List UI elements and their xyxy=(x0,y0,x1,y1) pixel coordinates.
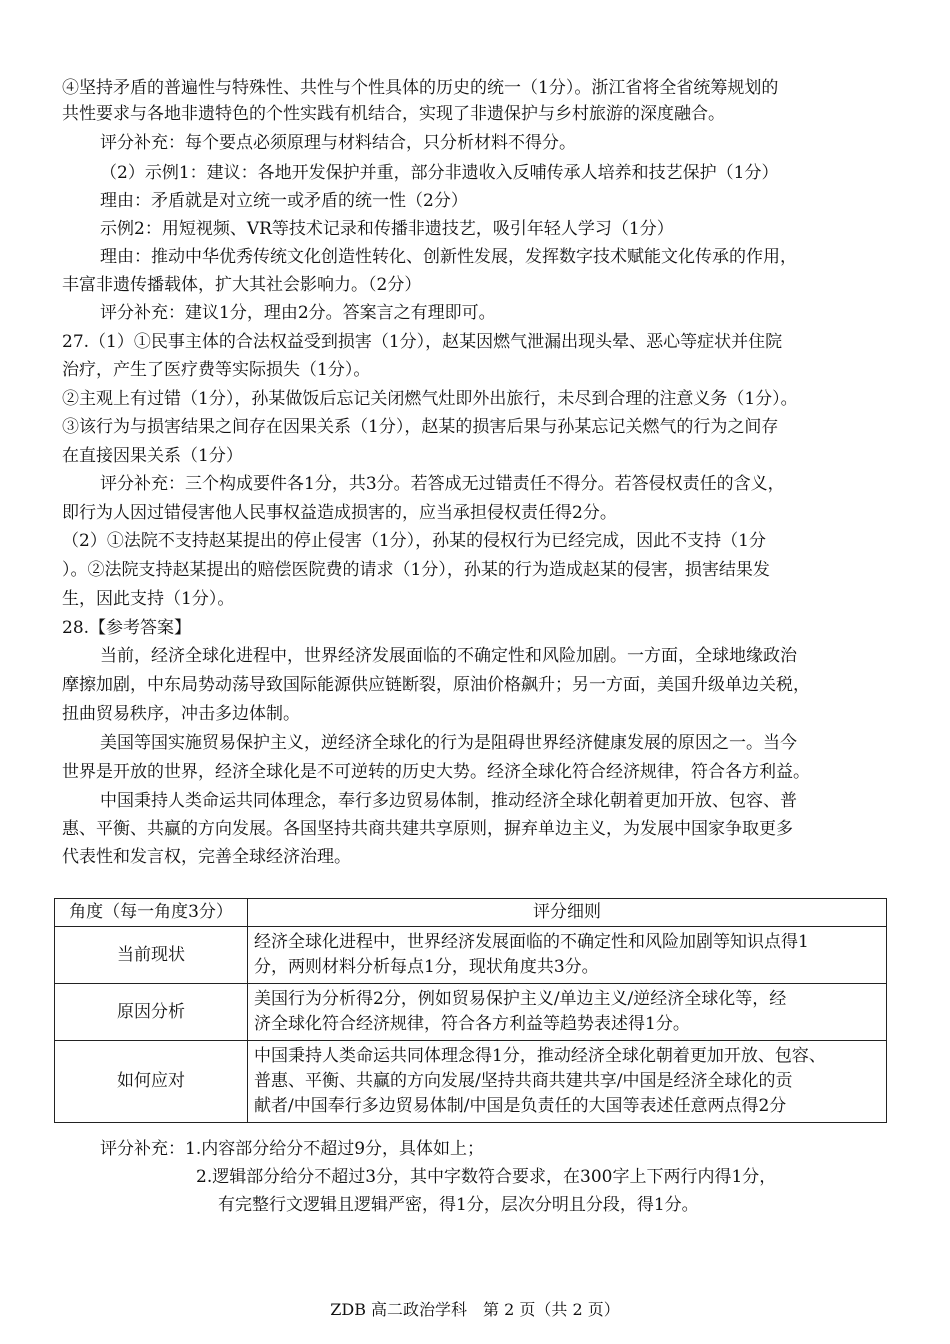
text-line: 扭曲贸易秩序，冲击多边体制。 xyxy=(62,704,300,724)
text-line: 丰富非遗传播载体，扩大其社会影响力。（2分） xyxy=(62,275,422,295)
text-line: 共性要求与各地非遗特色的个性实践有机结合，实现了非遗保护与乡村旅游的深度融合。 xyxy=(62,104,725,124)
scoring-note-item: 2.逻辑部分给分不超过3分，其中字数符合要求，在300字上下两行内得1分， xyxy=(196,1167,777,1187)
table-row xyxy=(55,927,887,984)
table-row-detail xyxy=(248,1041,887,1123)
table-row xyxy=(55,984,887,1041)
text-line: 当前，经济全球化进程中，世界经济发展面临的不确定性和风险加剧。一方面，全球地缘政治 xyxy=(100,646,797,666)
question-27-line: 27.（1）①民事主体的合法权益受到损害（1分），赵某因燃气泄漏出现头晕、恶心等症状并住院 xyxy=(62,332,783,352)
text-line: 治疗，产生了医疗费等实际损失（1分）。 xyxy=(62,360,371,380)
scoring-note: 评分补充：建议1分，理由2分。答案言之有理即可。 xyxy=(100,303,496,323)
text-line: 摩擦加剧，中东局势动荡导致国际能源供应链断裂，原油价格飙升；另一方面，美国升级单边关税， xyxy=(62,675,810,695)
table-row-label: 当前现状 xyxy=(55,927,248,984)
table-row-detail xyxy=(248,927,887,984)
question-28-heading: 28.【参考答案】 xyxy=(62,618,192,638)
text-line: 美国等国实施贸易保护主义，逆经济全球化的行为是阻碍世界经济健康发展的原因之一。当今 xyxy=(100,733,797,753)
text-line: （2）①法院不支持赵某提出的停止侵害（1分），孙某的侵权行为已经完成，因此不支持（1分 xyxy=(62,531,766,551)
text-line: 理由：推动中华优秀传统文化创造性转化、创新性发展，发挥数字技术赋能文化传承的作用， xyxy=(100,247,797,267)
text-line: 生，因此支持（1分）。 xyxy=(62,589,235,609)
detail-line: 美国行为分析得2分，例如贸易保护主义/单边主义/逆经济全球化等，经 xyxy=(254,989,787,1009)
scoring-note: 评分补充：三个构成要件各1分，共3分。若答成无过错责任不得分。若答侵权责任的含义， xyxy=(100,474,785,494)
detail-line: 普惠、平衡、共赢的方向发展/坚持共商共建共享/中国是经济全球化的贡 xyxy=(254,1071,793,1091)
text-line: ④坚持矛盾的普遍性与特殊性、共性与个性具体的历史的统一（1分）。浙江省将全省统筹规划的 xyxy=(62,78,779,98)
text-line: 中国秉持人类命运共同体理念，奉行多边贸易体制，推动经济全球化朝着更加开放、包容、普 xyxy=(100,791,797,811)
table-header-row xyxy=(55,899,887,927)
text-line: 代表性和发言权，完善全球经济治理。 xyxy=(62,847,351,867)
detail-line: 经济全球化进程中，世界经济发展面临的不确定性和风险加剧等知识点得1 xyxy=(254,932,809,952)
scoring-note: 评分补充：每个要点必须原理与材料结合，只分析材料不得分。 xyxy=(100,133,576,153)
table-header-cell: 评分细则 xyxy=(248,899,887,927)
text-line: 在直接因果关系（1分） xyxy=(62,446,243,466)
text-line: 示例2：用短视频、VR等技术记录和传播非遗技艺，吸引年轻人学习（1分） xyxy=(100,219,674,239)
table-row-label: 如何应对 xyxy=(55,1041,248,1123)
scoring-note-item: 有完整行文逻辑且逻辑严密，得1分，层次分明且分段，得1分。 xyxy=(218,1195,699,1215)
detail-line: 济全球化符合经济规律，符合各方利益等趋势表述得1分。 xyxy=(254,1014,690,1034)
text-line: 世界是开放的世界，经济全球化是不可逆转的历史大势。经济全球化符合经济规律，符合各方利益。 xyxy=(62,762,810,782)
table-row-label: 原因分析 xyxy=(55,984,248,1041)
text-line: ②主观上有过错（1分），孙某做饭后忘记关闭燃气灶即外出旅行，未尽到合理的注意义务（1分）。 xyxy=(62,389,798,409)
text-line: ）。②法院支持赵某提出的赔偿医院费的请求（1分），孙某的行为造成赵某的侵害，损害结果发 xyxy=(62,560,770,580)
text-line: 惠、平衡、共赢的方向发展。各国坚持共商共建共享原则，摒弃单边主义，为发展中国家争取更多 xyxy=(62,819,793,839)
page-footer: ZDB 高二政治学科 第 2 页（共 2 页） xyxy=(330,1300,620,1319)
text-line: （2）示例1：建议：各地开发保护并重，部分非遗收入反哺传承人培养和技艺保护（1分） xyxy=(100,163,779,183)
detail-line: 中国秉持人类命运共同体理念得1分，推动经济全球化朝着更加开放、包容、 xyxy=(254,1046,826,1066)
detail-line: 分，两则材料分析每点1分，现状角度共3分。 xyxy=(254,957,599,977)
scoring-note: 评分补充：1.内容部分给分不超过9分，具体如上； xyxy=(100,1139,485,1159)
table-row xyxy=(55,1041,887,1123)
text-line: 即行为人因过错侵害他人民事权益造成损害的，应当承担侵权责任得2分。 xyxy=(62,503,617,523)
text-line: 理由：矛盾就是对立统一或矛盾的统一性（2分） xyxy=(100,191,468,211)
table-header-cell: 角度（每一角度3分） xyxy=(55,899,248,927)
text-line: ③该行为与损害结果之间存在因果关系（1分），赵某的损害后果与孙某忘记关燃气的行为之间存 xyxy=(62,417,779,437)
table-row-detail xyxy=(248,984,887,1041)
scoring-table xyxy=(54,898,887,1123)
detail-line: 献者/中国奉行多边贸易体制/中国是负责任的大国等表述任意两点得2分 xyxy=(254,1096,787,1116)
